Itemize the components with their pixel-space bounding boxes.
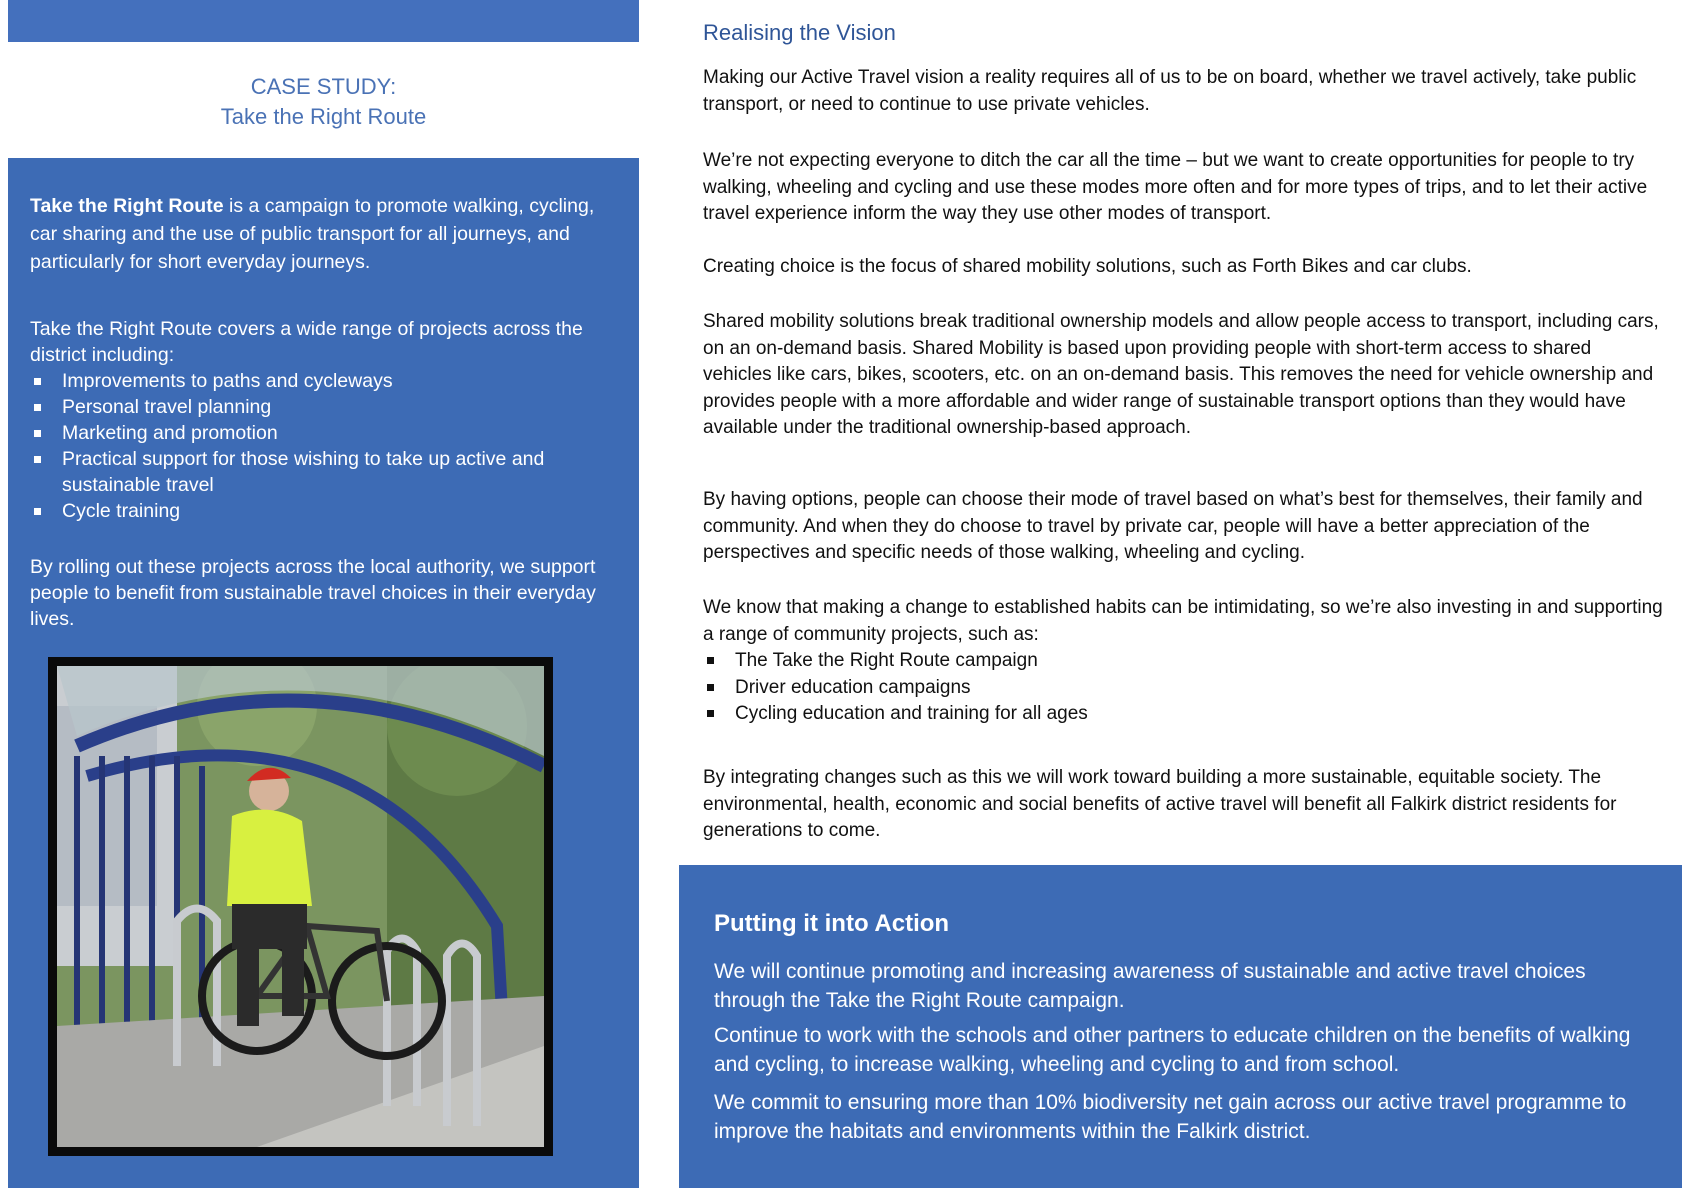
intro-text: is a campaign to promote walking, cycling, car sharing and the use of public transport for all journeys, and particularly for short everyday journeys.	[30, 195, 595, 273]
vision-paragraph-5: By having options, people can choose their mode of travel based on what’s best for themselves, their family and community. And when they do choose to travel by private car, people will have a better appreciation of the perspectives and specific needs of those walking, wheeling and cycling.	[703, 489, 1643, 563]
vision-title: Realising the Vision	[703, 20, 896, 45]
vision-paragraph-6: We know that making a change to established habits can be intimidating, so we’re also investing in and supporting a range of community projects, such as:	[703, 597, 1663, 645]
case-study-label: CASE STUDY:	[250, 74, 397, 99]
list-item: Improvements to paths and cycleways	[30, 368, 610, 394]
action-paragraph-3: We commit to ensuring more than 10% biodiversity net gain across our active travel programme to improve the habitats and environments within the Falkirk district.	[714, 1091, 1627, 1143]
action-panel	[679, 865, 1682, 1188]
intro-paragraph	[30, 192, 610, 276]
vision-paragraph-7: By integrating changes such as this we will work toward building a more sustainable, equitable society. The environmental, health, economic and social benefits of active travel will benefit all Falkirk district residents for generations to come.	[703, 767, 1617, 841]
top-banner	[8, 0, 639, 42]
list-item: Personal travel planning	[30, 394, 610, 420]
vision-paragraph-4: Shared mobility solutions break traditional ownership models and allow people access to transport, including cars, on an on-demand basis. Shared Mobility is based upon providing people with short-term access to shared vehicles like cars, bikes, scooters, etc. on an on-demand basis. This removes the need for vehicle ownership and provides people with a more affordable and wider range of sustainable transport options than they would have available under the traditional ownership-based approach.	[703, 311, 1659, 438]
case-study-panel	[8, 158, 639, 1188]
photo-frame	[48, 657, 553, 1156]
vision-paragraph-1: Making our Active Travel vision a reality requires all of us to be on board, whether we travel actively, take public transport, or need to continue to use private vehicles.	[703, 67, 1637, 115]
action-paragraph-1: We will continue promoting and increasing awareness of sustainable and active travel choices through the Take the Right Route campaign.	[714, 960, 1586, 1012]
list-item: Marketing and promotion	[30, 420, 610, 446]
community-project-list	[703, 648, 1088, 728]
covers-paragraph: Take the Right Route covers a wide range of projects across the district including:	[30, 318, 583, 366]
cyclist-photo	[57, 666, 544, 1147]
action-paragraph-2: Continue to work with the schools and other partners to educate children on the benefits of walking and cycling, to increase walking, wheeling and cycling to and from school.	[714, 1024, 1631, 1076]
vision-paragraph-2: We’re not expecting everyone to ditch the car all the time – but we want to create opportunities for people to try walking, wheeling and cycling and use these modes more often and for more types of trips, and to let their active travel experience inform the way they use other modes of transport.	[703, 150, 1648, 224]
list-item: Cycle training	[30, 498, 610, 524]
closing-paragraph: By rolling out these projects across the local authority, we support people to benefit from sustainable travel choices in their everyday lives.	[30, 556, 596, 630]
vision-paragraph-3: Creating choice is the focus of shared mobility solutions, such as Forth Bikes and car clubs.	[703, 256, 1472, 277]
intro-bold: Take the Right Route	[30, 195, 224, 217]
list-item: Practical support for those wishing to take up active and sustainable travel	[30, 446, 610, 498]
cyclist-illustration	[57, 666, 544, 1147]
case-study-heading	[8, 72, 639, 132]
project-list	[30, 368, 610, 524]
action-title: Putting it into Action	[714, 910, 950, 937]
list-item: The Take the Right Route campaign	[703, 648, 1088, 675]
list-item: Driver education campaigns	[703, 675, 1088, 702]
list-item: Cycling education and training for all ages	[703, 701, 1088, 728]
case-study-title: Take the Right Route	[220, 104, 427, 129]
